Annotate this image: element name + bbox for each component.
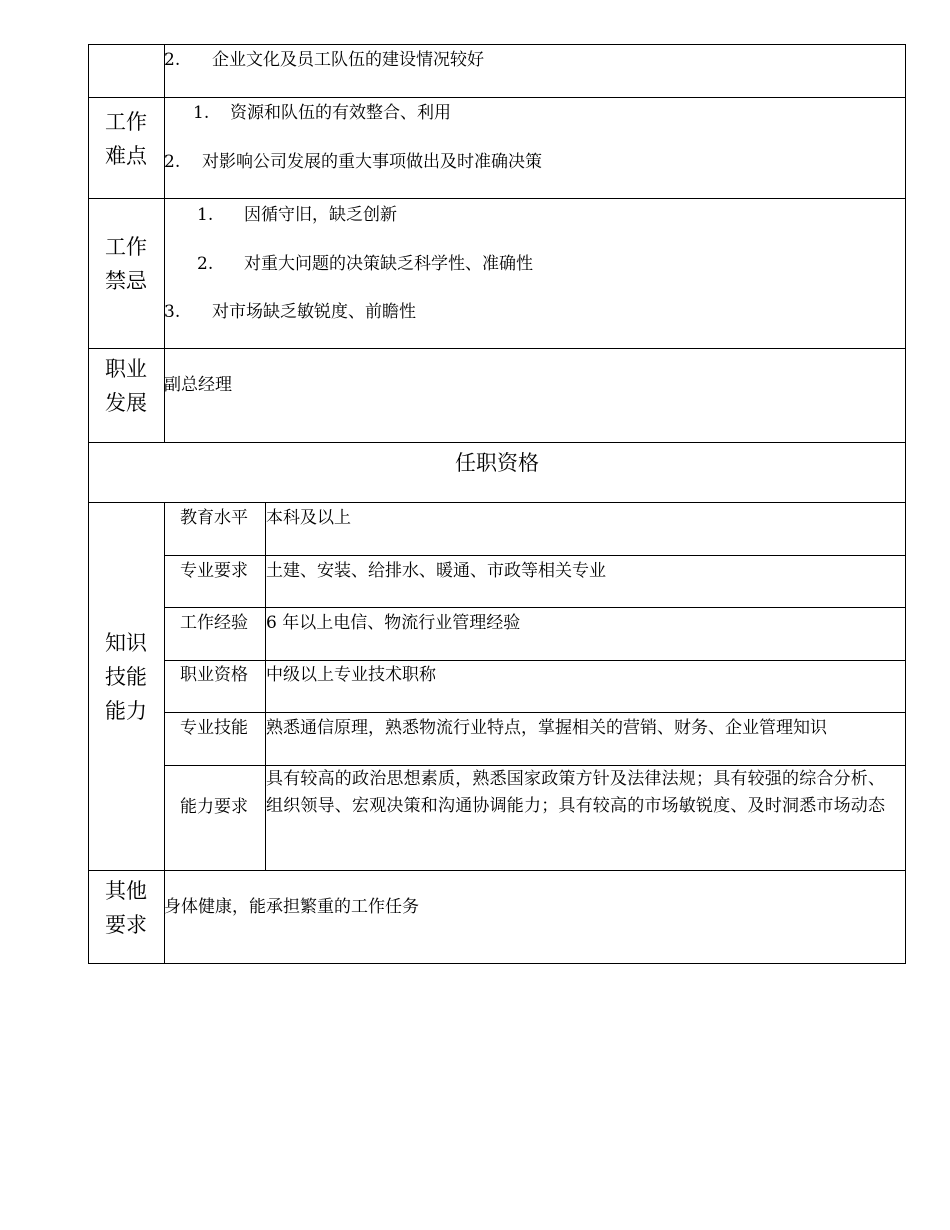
education-label: 教育水平 [180, 508, 248, 528]
career-text: 副总经理 [164, 375, 232, 395]
row-divider [88, 442, 906, 443]
list-item-text: 对市场缺乏敏锐度、前瞻性 [212, 302, 416, 322]
list-item-text: 资源和队伍的有效整合、利用 [230, 103, 451, 123]
label-line: 发展 [105, 391, 147, 415]
list-item-number: 2. [164, 50, 181, 70]
major-value: 土建、安装、给排水、暖通、市政等相关专业 [266, 561, 606, 581]
skills-value: 熟悉通信原理，熟悉物流行业特点，掌握相关的营销、财务、企业管理知识 [266, 718, 827, 738]
career-label [88, 352, 164, 420]
label-line: 职业 [105, 357, 147, 381]
job-description-table [88, 44, 906, 964]
sub-row-divider [164, 660, 906, 661]
label-line: 能力 [105, 699, 147, 723]
row-divider [88, 348, 906, 349]
label-line: 难点 [105, 144, 147, 168]
label-line: 知识 [105, 631, 147, 655]
list-item-text: 企业文化及员工队伍的建设情况较好 [212, 50, 484, 70]
row-divider [88, 502, 906, 503]
qualifications-title: 任职资格 [455, 451, 539, 475]
experience-label: 工作经验 [180, 613, 248, 633]
major-label: 专业要求 [180, 561, 248, 581]
list-item-number: 3. [164, 302, 181, 322]
difficulties-label [88, 105, 164, 173]
label-line: 要求 [105, 913, 147, 937]
list-item-text: 对重大问题的决策缺乏科学性、准确性 [244, 254, 533, 274]
row-divider [88, 870, 906, 871]
sub-row-divider [164, 712, 906, 713]
row-divider [88, 97, 906, 98]
list-item-text: 因循守旧，缺乏创新 [244, 205, 397, 225]
label-line: 禁忌 [105, 269, 147, 293]
label-line: 工作 [105, 110, 147, 134]
skills-label: 专业技能 [180, 718, 248, 738]
label-line: 其他 [105, 879, 147, 903]
sub-row-divider [164, 555, 906, 556]
education-value: 本科及以上 [266, 508, 351, 528]
label-line: 工作 [105, 235, 147, 259]
ability-label: 能力要求 [180, 797, 248, 817]
sub-row-divider [164, 607, 906, 608]
other-label [88, 874, 164, 942]
list-item-number: 2. [164, 152, 181, 172]
taboos-label [88, 230, 164, 298]
qualification-label: 职业资格 [180, 665, 248, 685]
list-item-number: 1. [193, 103, 210, 123]
qualification-value: 中级以上专业技术职称 [266, 665, 436, 685]
experience-value: 6 年以上电信、物流行业管理经验 [266, 613, 521, 633]
other-text: 身体健康，能承担繁重的工作任务 [164, 897, 419, 917]
label-line: 技能 [105, 665, 147, 689]
row-divider [88, 198, 906, 199]
list-item-text: 对影响公司发展的重大事项做出及时准确决策 [202, 152, 542, 172]
list-item-number: 2. [197, 254, 214, 274]
list-item-number: 1. [197, 205, 214, 225]
knowledge-label [88, 626, 164, 728]
ability-value: 具有较高的政治思想素质，熟悉国家政策方针及法律法规；具有较强的综合分析、组织领导、宏观决策和沟通协调能力；具有较高的市场敏锐度、及时洞悉市场动态 [266, 769, 886, 816]
